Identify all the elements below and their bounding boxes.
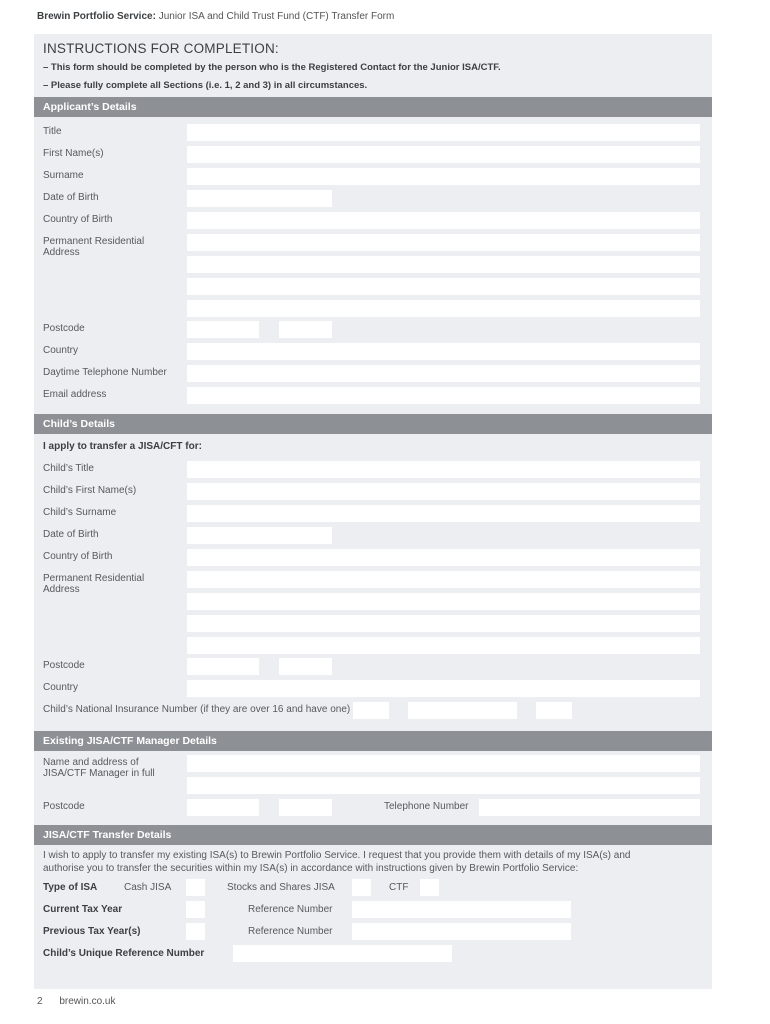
unique-reference-label: Child’s Unique Reference Number — [43, 948, 205, 959]
manager-telephone-field[interactable] — [479, 799, 700, 816]
applicant-country-of-birth-label: Country of Birth — [43, 214, 113, 225]
unique-reference-field[interactable] — [233, 945, 452, 962]
previous-reference-number-label: Reference Number — [248, 926, 333, 937]
manager-postcode-field-1[interactable] — [187, 799, 259, 816]
section-applicant-details: Applicant’s Details — [34, 97, 712, 117]
child-address-label-2: Address — [43, 584, 80, 595]
ctf-checkbox[interactable] — [420, 879, 439, 896]
applicant-dob-label: Date of Birth — [43, 192, 99, 203]
child-surname-label: Child’s Surname — [43, 507, 117, 518]
child-country-label: Country — [43, 682, 79, 693]
cash-jisa-label: Cash JISA — [124, 882, 172, 893]
child-country-of-birth-field[interactable] — [187, 549, 700, 566]
current-tax-year-checkbox[interactable] — [186, 901, 205, 918]
applicant-postcode-field-2[interactable] — [279, 321, 332, 338]
applicant-address-label-2: Address — [43, 247, 80, 258]
applicant-title-label: Title — [43, 126, 62, 137]
child-country-of-birth-label: Country of Birth — [43, 551, 113, 562]
section-child-details: Child’s Details — [34, 414, 712, 434]
previous-tax-years-checkbox[interactable] — [186, 923, 205, 940]
ctf-label: CTF — [389, 882, 409, 893]
manager-telephone-label: Telephone Number — [384, 801, 469, 812]
transfer-para-line-1: I wish to apply to transfer my existing ISA(s) to Brewin Portfolio Service. I request that you provide them with details of my ISA(s) and — [43, 850, 631, 861]
applicant-phone-field[interactable] — [187, 365, 700, 382]
child-address-field-3[interactable] — [187, 615, 700, 632]
manager-name-field-1[interactable] — [187, 755, 700, 772]
page-footer — [37, 996, 129, 1007]
manager-postcode-field-2[interactable] — [279, 799, 332, 816]
applicant-first-names-label: First Name(s) — [43, 148, 104, 159]
form-title: Junior ISA and Child Trust Fund (CTF) Transfer Form — [158, 11, 395, 22]
applicant-country-field[interactable] — [187, 343, 700, 360]
instruction-line-2: – Please fully complete all Sections (i.e. 1, 2 and 3) in all circumstances. — [43, 80, 368, 91]
brand-name: Brewin Portfolio Service: — [37, 11, 156, 22]
previous-tax-years-label: Previous Tax Year(s) — [43, 926, 141, 937]
applicant-dob-field[interactable] — [187, 190, 332, 207]
applicant-surname-field[interactable] — [187, 168, 700, 185]
transfer-para-line-2: authorise you to transfer the securities within my ISA(s) in accordance with instructions given by Brewin Portfolio Service: — [43, 862, 579, 874]
cash-jisa-checkbox[interactable] — [186, 879, 205, 896]
applicant-postcode-field-1[interactable] — [187, 321, 259, 338]
child-postcode-label: Postcode — [43, 660, 85, 671]
child-intro-text: I apply to transfer a JISA/CFT for: — [43, 441, 202, 452]
applicant-email-label: Email address — [43, 389, 107, 400]
child-ni-number-field-3[interactable] — [536, 702, 572, 719]
current-reference-number-label: Reference Number — [248, 904, 333, 915]
child-surname-field[interactable] — [187, 505, 700, 522]
section-manager-details: Existing JISA/CTF Manager Details — [34, 731, 712, 751]
stocks-shares-jisa-label: Stocks and Shares JISA — [227, 882, 335, 893]
manager-name-field-2[interactable] — [187, 777, 700, 794]
page-number: 2 — [37, 996, 43, 1007]
child-address-field-1[interactable] — [187, 571, 700, 588]
applicant-surname-label: Surname — [43, 170, 84, 181]
child-ni-number-field-2[interactable] — [408, 702, 517, 719]
child-title-label: Child’s Title — [43, 463, 94, 474]
applicant-country-label: Country — [43, 345, 79, 356]
child-dob-field[interactable] — [187, 527, 332, 544]
child-first-names-field[interactable] — [187, 483, 700, 500]
applicant-first-names-field[interactable] — [187, 146, 700, 163]
child-ni-number-label: Child’s National Insurance Number (if they are over 16 and have one) — [43, 704, 351, 715]
manager-postcode-label: Postcode — [43, 801, 85, 812]
applicant-country-of-birth-field[interactable] — [187, 212, 700, 229]
child-address-label-1: Permanent Residential — [43, 573, 145, 584]
child-address-field-2[interactable] — [187, 593, 700, 610]
applicant-address-label-1: Permanent Residential — [43, 236, 145, 247]
applicant-email-field[interactable] — [187, 387, 700, 404]
child-first-names-label: Child’s First Name(s) — [43, 485, 137, 496]
stocks-shares-jisa-checkbox[interactable] — [352, 879, 371, 896]
child-address-field-4[interactable] — [187, 637, 700, 654]
applicant-address-field-3[interactable] — [187, 278, 700, 295]
transfer-authorisation-text — [43, 850, 693, 875]
previous-reference-number-field[interactable] — [352, 923, 571, 940]
applicant-title-field[interactable] — [187, 124, 700, 141]
applicant-address-field-1[interactable] — [187, 234, 700, 251]
document-header — [37, 11, 394, 22]
instruction-line-1: – This form should be completed by the person who is the Registered Contact for the Junior ISA/CTF. — [43, 62, 501, 73]
manager-name-label-2: JISA/CTF Manager in full — [43, 768, 155, 779]
current-tax-year-label: Current Tax Year — [43, 904, 123, 915]
child-country-field[interactable] — [187, 680, 700, 697]
section-transfer-details: JISA/CTF Transfer Details — [34, 825, 712, 845]
applicant-phone-label: Daytime Telephone Number — [43, 367, 167, 378]
child-postcode-field-2[interactable] — [279, 658, 332, 675]
manager-name-label-1: Name and address of — [43, 757, 139, 768]
child-dob-label: Date of Birth — [43, 529, 99, 540]
child-postcode-field-1[interactable] — [187, 658, 259, 675]
child-ni-number-field-1[interactable] — [353, 702, 389, 719]
website-link[interactable]: brewin.co.uk — [59, 996, 116, 1007]
current-reference-number-field[interactable] — [352, 901, 571, 918]
applicant-postcode-label: Postcode — [43, 323, 85, 334]
type-of-isa-label: Type of ISA — [43, 882, 98, 893]
applicant-address-field-4[interactable] — [187, 300, 700, 317]
applicant-address-field-2[interactable] — [187, 256, 700, 273]
instructions-heading: INSTRUCTIONS FOR COMPLETION: — [43, 41, 279, 56]
child-title-field[interactable] — [187, 461, 700, 478]
